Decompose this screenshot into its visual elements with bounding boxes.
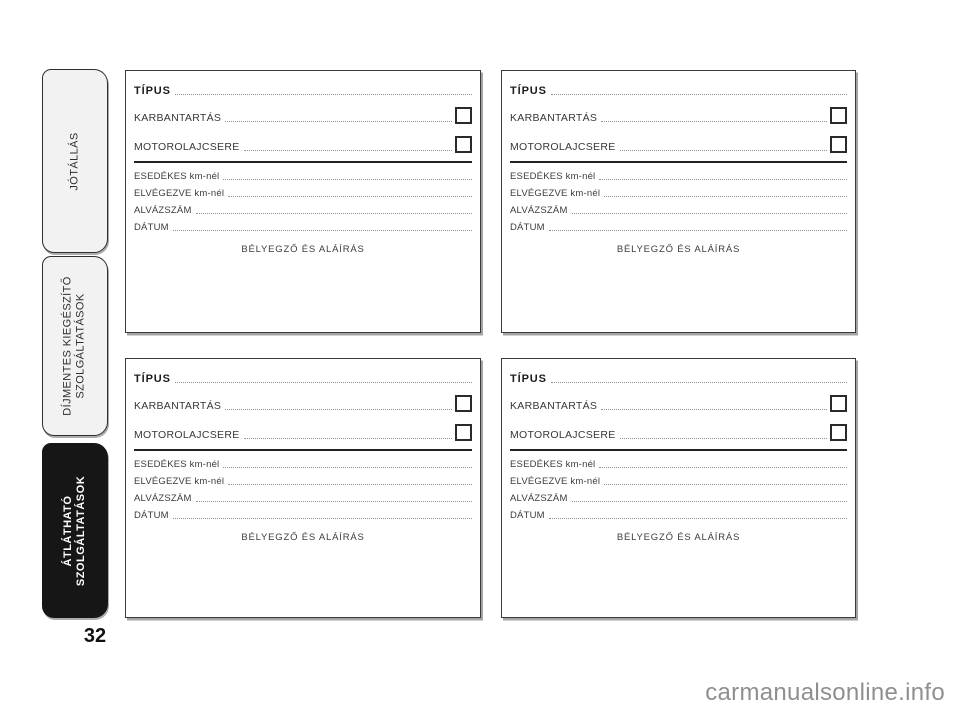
esedekes-label: ESEDÉKES km-nél: [134, 459, 220, 470]
alvazszam-fill-line: [196, 213, 472, 214]
alvazszam-row: [510, 205, 847, 217]
tipus-row: [510, 84, 847, 98]
karbantartas-label: KARBANTARTÁS: [510, 112, 598, 124]
elvegezve-label: ELVÉGEZVE km-nél: [510, 476, 601, 487]
motorolajcsere-checkbox[interactable]: [455, 424, 472, 441]
elvegezve-label: ELVÉGEZVE km-nél: [134, 188, 225, 199]
esedekes-row: [510, 171, 847, 183]
motorolajcsere-label: MOTOROLAJCSERE: [510, 429, 616, 441]
service-record-card-2: [501, 70, 856, 333]
tipus-label: TÍPUS: [510, 373, 547, 385]
karbantartas-row: [510, 107, 847, 125]
alvazszam-fill-line: [572, 501, 847, 502]
service-record-card-4: [501, 358, 856, 618]
karbantartas-fill-line: [225, 121, 452, 122]
separator-line: [510, 161, 847, 163]
elvegezve-label: ELVÉGEZVE km-nél: [134, 476, 225, 487]
tipus-row: [510, 372, 847, 386]
alvazszam-row: [134, 493, 472, 505]
tipus-row: [134, 372, 472, 386]
separator-line: [134, 449, 472, 451]
datum-row: [510, 222, 847, 234]
elvegezve-fill-line: [228, 484, 472, 485]
separator-line: [134, 161, 472, 163]
karbantartas-label: KARBANTARTÁS: [134, 400, 222, 412]
tab-label-line: SZOLGÁLTATÁSOK: [75, 293, 87, 399]
tipus-fill-line: [551, 94, 847, 95]
motorolajcsere-row: [510, 136, 847, 154]
datum-fill-line: [549, 518, 847, 519]
service-record-card-3: [125, 358, 481, 618]
motorolajcsere-label: MOTOROLAJCSERE: [134, 141, 240, 153]
alvazszam-label: ALVÁZSZÁM: [134, 493, 192, 504]
motorolajcsere-checkbox[interactable]: [455, 136, 472, 153]
motorolajcsere-row: [134, 424, 472, 442]
tab-label-line: ÁTLÁTHATÓ: [62, 495, 75, 566]
elvegezve-row: [510, 476, 847, 488]
esedekes-row: [134, 459, 472, 471]
sidebar-tab-jotallas: [42, 69, 108, 253]
motorolajcsere-label: MOTOROLAJCSERE: [134, 429, 240, 441]
tab-label-line: DÍJMENTES KIEGÉSZÍTŐ: [62, 276, 74, 416]
tipus-label: TÍPUS: [134, 85, 171, 97]
tab-label-line: JÓTÁLLÁS: [68, 131, 81, 191]
alvazszam-row: [134, 205, 472, 217]
tipus-fill-line: [551, 382, 847, 383]
tipus-row: [134, 84, 472, 98]
elvegezve-fill-line: [604, 484, 847, 485]
tipus-fill-line: [175, 94, 472, 95]
sidebar-tab-dijmentes-kiegeszito-szolgaltatasok: [42, 256, 108, 436]
stamp-and-signature-label: BÉLYEGZŐ ÉS ALÁÍRÁS: [241, 244, 365, 255]
elvegezve-row: [134, 476, 472, 488]
motorolajcsere-row: [510, 424, 847, 442]
tipus-fill-line: [175, 382, 472, 383]
esedekes-label: ESEDÉKES km-nél: [510, 171, 596, 182]
tipus-label: TÍPUS: [134, 373, 171, 385]
esedekes-label: ESEDÉKES km-nél: [134, 171, 220, 182]
karbantartas-label: KARBANTARTÁS: [134, 112, 222, 124]
karbantartas-row: [510, 395, 847, 413]
karbantartas-fill-line: [601, 409, 827, 410]
datum-row: [134, 222, 472, 234]
motorolajcsere-row: [134, 136, 472, 154]
stamp-and-signature-label: BÉLYEGZŐ ÉS ALÁÍRÁS: [616, 532, 741, 543]
esedekes-fill-line: [223, 179, 472, 180]
alvazszam-label: ALVÁZSZÁM: [134, 205, 192, 216]
elvegezve-row: [134, 188, 472, 200]
elvegezve-fill-line: [228, 196, 472, 197]
esedekes-fill-line: [599, 179, 847, 180]
tab-label-line: SZOLGÁLTATÁSOK: [75, 475, 88, 586]
datum-label: DÁTUM: [134, 222, 169, 233]
karbantartas-checkbox[interactable]: [830, 107, 847, 124]
datum-row: [510, 510, 847, 522]
datum-row: [134, 510, 472, 522]
motorolajcsere-fill-line: [244, 150, 452, 151]
karbantartas-fill-line: [601, 121, 827, 122]
stamp-and-signature-label: BÉLYEGZŐ ÉS ALÁÍRÁS: [616, 244, 741, 255]
karbantartas-checkbox[interactable]: [455, 395, 472, 412]
karbantartas-row: [134, 107, 472, 125]
esedekes-fill-line: [223, 467, 472, 468]
datum-fill-line: [173, 518, 472, 519]
esedekes-row: [510, 459, 847, 471]
alvazszam-fill-line: [572, 213, 847, 214]
motorolajcsere-fill-line: [620, 438, 827, 439]
motorolajcsere-checkbox[interactable]: [830, 136, 847, 153]
tab-atlathato-label: [62, 475, 88, 585]
service-record-card-1: [125, 70, 481, 333]
datum-fill-line: [549, 230, 847, 231]
esedekes-label: ESEDÉKES km-nél: [510, 459, 596, 470]
separator-line: [510, 449, 847, 451]
alvazszam-label: ALVÁZSZÁM: [510, 493, 568, 504]
sidebar-tab-atlathato-szolgaltatasok: [42, 443, 108, 618]
esedekes-row: [134, 171, 472, 183]
karbantartas-row: [134, 395, 472, 413]
motorolajcsere-fill-line: [244, 438, 452, 439]
tab-jotallas-label: [68, 132, 81, 190]
elvegezve-row: [510, 188, 847, 200]
watermark: carmanualsonline.info: [705, 679, 945, 706]
tipus-label: TÍPUS: [510, 85, 547, 97]
karbantartas-checkbox[interactable]: [455, 107, 472, 124]
tab-dijmentes-label: [62, 276, 88, 415]
motorolajcsere-label: MOTOROLAJCSERE: [510, 141, 616, 153]
karbantartas-fill-line: [225, 409, 452, 410]
datum-label: DÁTUM: [510, 222, 545, 233]
datum-label: DÁTUM: [510, 510, 545, 521]
elvegezve-fill-line: [604, 196, 847, 197]
karbantartas-label: KARBANTARTÁS: [510, 400, 598, 412]
datum-label: DÁTUM: [134, 510, 169, 521]
motorolajcsere-checkbox[interactable]: [830, 424, 847, 441]
page-number: 32: [83, 625, 107, 647]
stamp-and-signature-label: BÉLYEGZŐ ÉS ALÁÍRÁS: [241, 532, 365, 543]
alvazszam-fill-line: [196, 501, 472, 502]
motorolajcsere-fill-line: [620, 150, 827, 151]
alvazszam-row: [510, 493, 847, 505]
esedekes-fill-line: [599, 467, 847, 468]
elvegezve-label: ELVÉGEZVE km-nél: [510, 188, 601, 199]
alvazszam-label: ALVÁZSZÁM: [510, 205, 568, 216]
datum-fill-line: [173, 230, 472, 231]
karbantartas-checkbox[interactable]: [830, 395, 847, 412]
